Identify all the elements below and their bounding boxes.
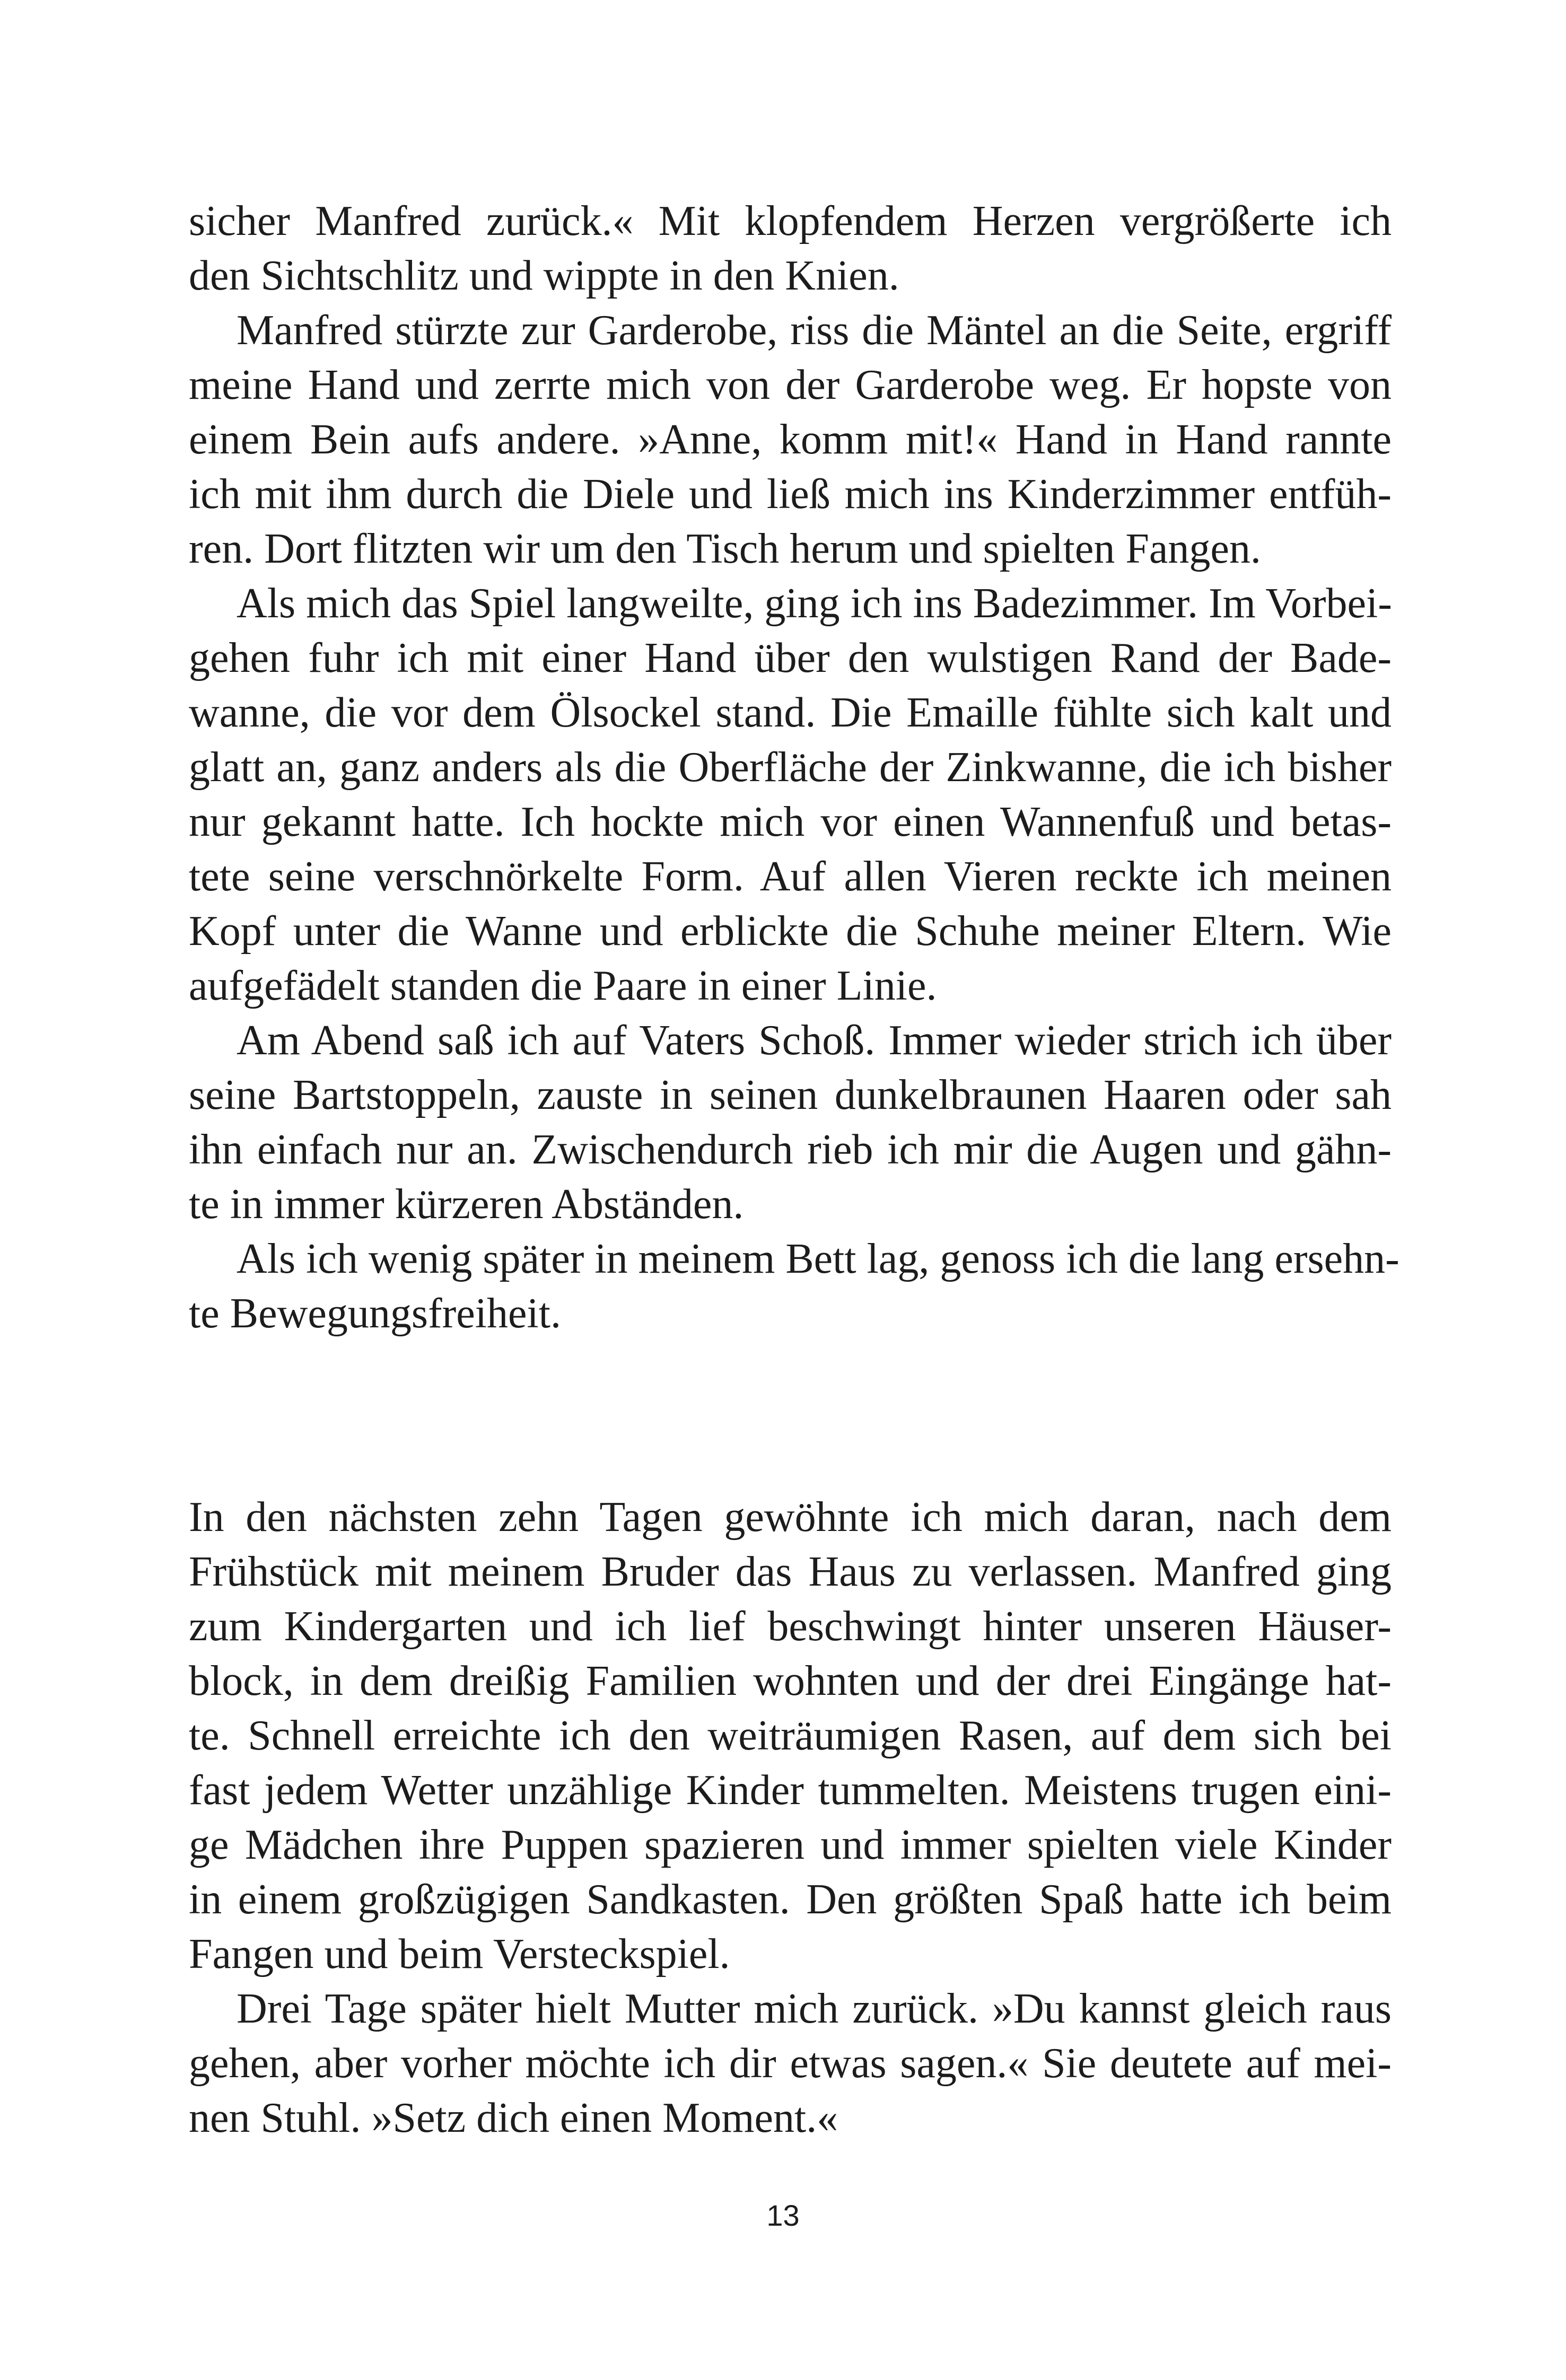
text-line: ge Mädchen ihre Puppen spazieren und immer spielten viele Kinder	[189, 1822, 1392, 1868]
text-line: nur gekannt hatte. Ich hockte mich vor einen Wannenfuß und betas-	[189, 799, 1392, 845]
text-line: Am Abend saß ich auf Vaters Schoß. Immer wieder strich ich über	[237, 1017, 1392, 1064]
text-line: te in immer kürzeren Abständen.	[189, 1181, 744, 1228]
text-line: in einem großzügigen Sandkasten. Den größten Spaß hatte ich beim	[189, 1876, 1392, 1923]
text-line: Drei Tage später hielt Mutter mich zurück. »Du kannst gleich raus	[237, 1985, 1392, 2032]
text-line: sicher Manfred zurück.« Mit klopfendem Herzen vergrößerte ich	[189, 198, 1392, 244]
text-line: Als ich wenig später in meinem Bett lag, genoss ich die lang ersehn-	[237, 1236, 1399, 1282]
text-line: den Sichtschlitz und wippte in den Knien.	[189, 252, 899, 299]
text-line: glatt an, ganz anders als die Oberfläche der Zinkwanne, die ich bisher	[189, 744, 1392, 791]
text-line: aufgefädelt standen die Paare in einer Linie.	[189, 962, 937, 1009]
text-line: Manfred stürzte zur Garderobe, riss die Mäntel an die Seite, ergriff	[237, 307, 1392, 354]
text-line: gehen, aber vorher möchte ich dir etwas sagen.« Sie deutete auf mei-	[189, 2040, 1392, 2087]
text-line: ren. Dort flitzten wir um den Tisch herum und spielten Fangen.	[189, 526, 1261, 572]
text-line: meine Hand und zerrte mich von der Garderobe weg. Er hopste von	[189, 362, 1392, 408]
text-line: Fangen und beim Versteckspiel.	[189, 1931, 730, 1978]
text-line: seine Bartstoppeln, zauste in seinen dunkelbraunen Haaren oder sah	[189, 1072, 1392, 1118]
text-line: tete seine verschnörkelte Form. Auf allen Vieren reckte ich meinen	[189, 853, 1392, 900]
text-line: gehen fuhr ich mit einer Hand über den wulstigen Rand der Bade-	[189, 635, 1392, 681]
text-line: nen Stuhl. »Setz dich einen Moment.«	[189, 2095, 838, 2141]
text-line: te. Schnell erreichte ich den weiträumigen Rasen, auf dem sich bei	[189, 1712, 1392, 1759]
text-line: ich mit ihm durch die Diele und ließ mich ins Kinderzimmer entfüh-	[189, 471, 1392, 518]
text-line: te Bewegungsfreiheit.	[189, 1290, 561, 1337]
text-line: wanne, die vor dem Ölsockel stand. Die Emaille fühlte sich kalt und	[189, 689, 1392, 736]
page-number: 13	[766, 2199, 800, 2232]
text-section-1	[189, 194, 1399, 1341]
text-section-2	[189, 1490, 1392, 2146]
text-line: ihn einfach nur an. Zwischendurch rieb ich mir die Augen und gähn-	[189, 1126, 1392, 1173]
text-line: fast jedem Wetter unzählige Kinder tummelten. Meistens trugen eini-	[189, 1767, 1392, 1814]
text-line: Als mich das Spiel langweilte, ging ich ins Badezimmer. Im Vorbei-	[237, 580, 1392, 627]
text-line: Frühstück mit meinem Bruder das Haus zu verlassen. Manfred ging	[189, 1548, 1392, 1595]
text-line: einem Bein aufs andere. »Anne, komm mit!« Hand in Hand rannte	[189, 416, 1392, 463]
text-line: Kopf unter die Wanne und erblickte die Schuhe meiner Eltern. Wie	[189, 908, 1392, 955]
text-line: zum Kindergarten und ich lief beschwingt hinter unseren Häuser-	[189, 1603, 1392, 1650]
text-line: In den nächsten zehn Tagen gewöhnte ich mich daran, nach dem	[189, 1494, 1392, 1541]
text-line: block, in dem dreißig Familien wohnten und der drei Eingänge hat-	[189, 1658, 1392, 1704]
